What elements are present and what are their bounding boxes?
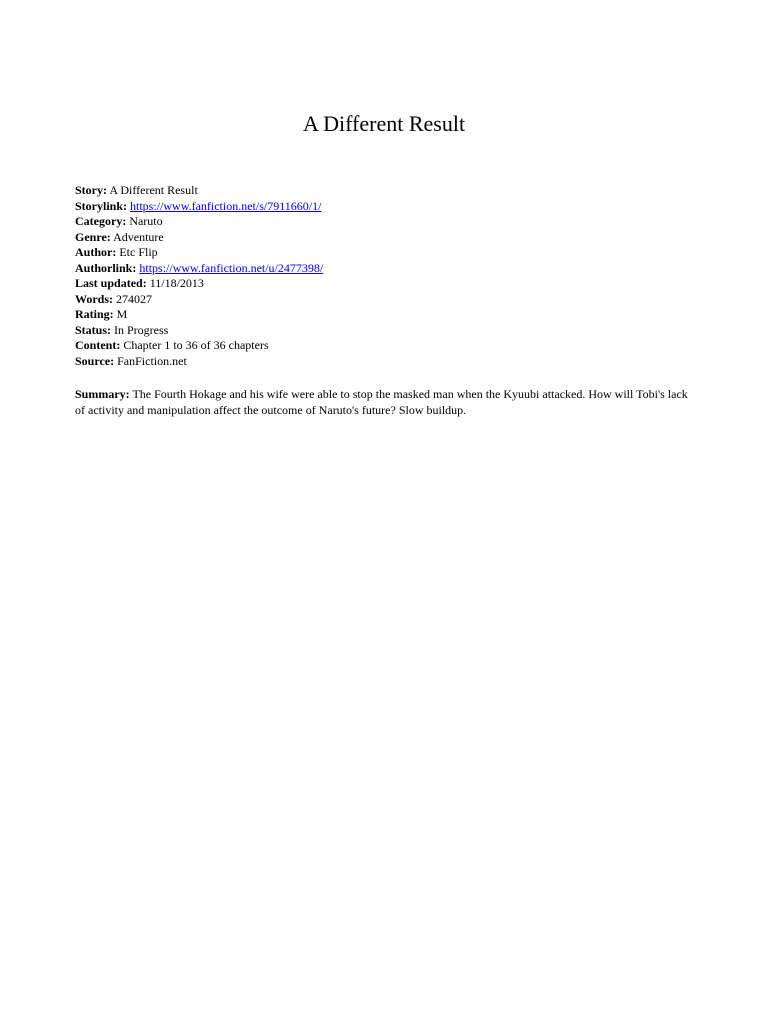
meta-row-story (75, 183, 695, 199)
page-title: A Different Result (302, 111, 466, 136)
meta-label-authorlink: Authorlink: (75, 260, 137, 275)
meta-label-content: Content: (75, 338, 121, 352)
meta-label-words: Words: (75, 291, 114, 306)
meta-value-author: Etc Flip (119, 245, 158, 259)
meta-row-author (75, 245, 695, 261)
meta-value-content: Chapter 1 to 36 of 36 chapters (123, 338, 269, 352)
meta-value-category: Naruto (129, 214, 163, 228)
meta-value-words: 274027 (116, 291, 153, 306)
meta-row-last-updated (75, 276, 695, 292)
meta-label-last-updated: Last updated: (75, 276, 147, 290)
summary-text: The Fourth Hokage and his wife were able to stop the masked man when the Kyuubi attacked. How will Tobi's lack of activity and manipulation affect the outcome of Naruto's future? Slow buildup. (75, 387, 688, 417)
meta-value-last-updated: 11/18/2013 (149, 276, 204, 290)
meta-value-story: A Different Result (109, 183, 198, 197)
meta-row-category (75, 214, 695, 230)
meta-row-storylink (75, 199, 695, 215)
meta-label-category: Category: (75, 214, 127, 228)
meta-row-rating (75, 307, 695, 323)
meta-label-author: Author: (75, 245, 117, 259)
meta-label-source: Source: (75, 353, 115, 368)
meta-value-status: In Progress (114, 322, 169, 337)
meta-row-authorlink (75, 261, 695, 277)
meta-label-rating: Rating: (75, 307, 114, 321)
meta-value-source: FanFiction.net (117, 353, 187, 368)
meta-label-story: Story: (75, 183, 107, 197)
storylink-link[interactable]: https://www.fanfiction.net/s/7911660/1/ (130, 198, 322, 213)
authorlink-link[interactable]: https://www.fanfiction.net/u/2477398/ (139, 260, 324, 275)
meta-row-content (75, 338, 695, 354)
meta-label-status: Status: (75, 322, 112, 337)
meta-label-genre: Genre: (75, 229, 111, 244)
meta-row-status (75, 323, 695, 339)
meta-value-genre: Adventure (113, 229, 164, 244)
meta-row-source (75, 354, 695, 370)
story-summary (75, 386, 695, 418)
meta-label-storylink: Storylink: (75, 198, 128, 213)
story-metadata (75, 183, 695, 369)
meta-row-words (75, 292, 695, 308)
meta-value-rating: M (116, 307, 128, 321)
meta-row-genre (75, 230, 695, 246)
summary-label: Summary: (75, 387, 130, 401)
